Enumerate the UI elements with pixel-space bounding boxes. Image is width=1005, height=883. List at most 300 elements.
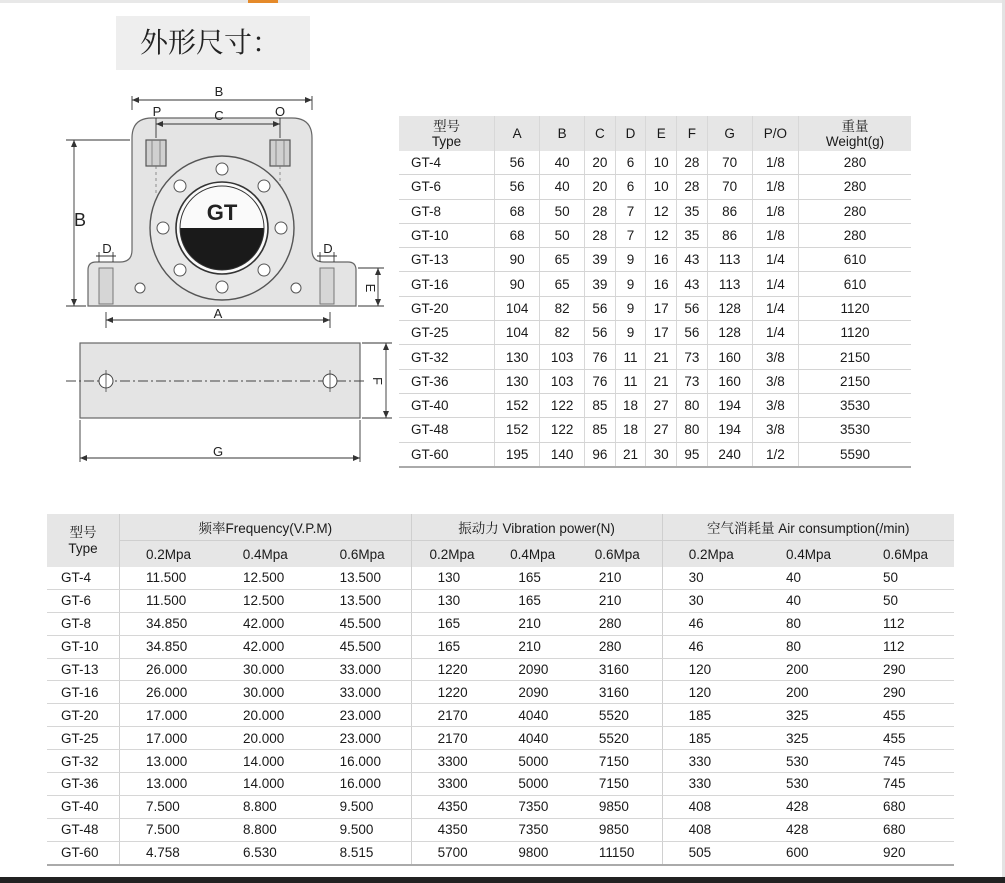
dimension-cell: 1120 [799, 321, 911, 345]
performance-cell: 325 [760, 704, 857, 727]
dimension-cell: GT-10 [399, 223, 495, 247]
label-d-right: D [323, 241, 333, 256]
dimension-cell: 1120 [799, 296, 911, 320]
dimension-cell: 95 [677, 442, 708, 467]
performance-cell: 112 [857, 635, 954, 658]
performance-cell: 7350 [492, 795, 573, 818]
dimension-cell: 20 [585, 151, 616, 175]
dim-header-po: P/O [752, 116, 798, 151]
perf-pressure-header: 0.2Mpa [120, 541, 217, 568]
perf-pressure-header: 0.4Mpa [217, 541, 314, 568]
performance-cell: 46 [662, 612, 760, 635]
dim-header-e: E [646, 116, 677, 151]
perf-pressure-header: 0.4Mpa [760, 541, 857, 568]
dimension-cell: 76 [585, 369, 616, 393]
dimension-cell: 17 [646, 296, 677, 320]
perf-group-frequency: 频率Frequency(V.P.M) [120, 514, 412, 541]
performance-cell: 2090 [492, 681, 573, 704]
performance-cell: 4350 [411, 818, 492, 841]
performance-cell: 9850 [573, 818, 662, 841]
dimension-cell: 85 [585, 393, 616, 417]
dimension-cell: 280 [799, 199, 911, 223]
dimension-cell: 1/2 [752, 442, 798, 467]
dimension-cell: 1/8 [752, 151, 798, 175]
performance-cell: 30 [662, 589, 760, 612]
dim-header-d: D [615, 116, 646, 151]
dimension-cell: GT-13 [399, 248, 495, 272]
dimension-cell: 20 [585, 175, 616, 199]
performance-cell: 120 [662, 681, 760, 704]
performance-cell: 14.000 [217, 750, 314, 773]
performance-table-row [47, 727, 954, 750]
dimension-cell: 113 [707, 272, 752, 296]
performance-cell: 8.800 [217, 818, 314, 841]
dimension-cell: 1/4 [752, 272, 798, 296]
performance-cell: 455 [857, 704, 954, 727]
dimension-cell: 3/8 [752, 393, 798, 417]
performance-cell: 200 [760, 681, 857, 704]
bottom-border [0, 877, 1005, 883]
dimension-cell: 122 [540, 393, 585, 417]
performance-cell: GT-8 [47, 612, 120, 635]
performance-cell: 408 [662, 818, 760, 841]
performance-cell: 80 [760, 612, 857, 635]
dimension-cell: 16 [646, 248, 677, 272]
performance-cell: 23.000 [314, 727, 411, 750]
dimension-cell: 9 [615, 248, 646, 272]
dimension-cell: 56 [585, 321, 616, 345]
performance-cell: 45.500 [314, 612, 411, 635]
performance-cell: 5000 [492, 773, 573, 796]
performance-cell: GT-25 [47, 727, 120, 750]
dimension-table-row [399, 418, 911, 442]
performance-table-row [47, 658, 954, 681]
dimension-cell: 152 [495, 393, 540, 417]
page-title: 外形尺寸： [116, 16, 310, 70]
label-b-top: B [214, 84, 224, 99]
dimension-cell: 43 [677, 248, 708, 272]
dimension-cell: 17 [646, 321, 677, 345]
performance-cell: 30.000 [217, 681, 314, 704]
dimension-cell: 73 [677, 345, 708, 369]
performance-table-row [47, 818, 954, 841]
dimension-cell: 610 [799, 272, 911, 296]
performance-cell: 165 [492, 567, 573, 589]
performance-table-row [47, 681, 954, 704]
dimension-cell: 5590 [799, 442, 911, 467]
performance-cell: 14.000 [217, 773, 314, 796]
label-a: A [213, 306, 223, 321]
dimension-cell: 12 [646, 199, 677, 223]
performance-cell: 5520 [573, 727, 662, 750]
performance-cell: 330 [662, 750, 760, 773]
performance-cell: 280 [573, 635, 662, 658]
performance-cell: 290 [857, 658, 954, 681]
performance-cell: 4040 [492, 727, 573, 750]
dimension-cell: 82 [540, 296, 585, 320]
dimension-cell: 10 [646, 151, 677, 175]
performance-cell: 1220 [411, 658, 492, 681]
performance-cell: GT-13 [47, 658, 120, 681]
performance-cell: 45.500 [314, 635, 411, 658]
performance-cell: 33.000 [314, 681, 411, 704]
dimension-cell: GT-60 [399, 442, 495, 467]
top-accent [248, 0, 278, 3]
dimension-cell: 1/4 [752, 248, 798, 272]
performance-cell: 7150 [573, 750, 662, 773]
dimension-cell: 103 [540, 369, 585, 393]
dimension-cell: 140 [540, 442, 585, 467]
dimension-cell: 40 [540, 151, 585, 175]
performance-cell: 120 [662, 658, 760, 681]
dimension-cell: 86 [707, 223, 752, 247]
performance-table-row [47, 567, 954, 589]
dimension-cell: 104 [495, 296, 540, 320]
performance-cell: GT-32 [47, 750, 120, 773]
performance-cell: GT-36 [47, 773, 120, 796]
performance-cell: 210 [492, 635, 573, 658]
performance-cell: 2170 [411, 704, 492, 727]
port-o [270, 140, 290, 166]
performance-cell: 428 [760, 818, 857, 841]
performance-cell: 505 [662, 841, 760, 864]
performance-cell: GT-20 [47, 704, 120, 727]
performance-cell: 4.758 [120, 841, 217, 864]
performance-cell: 1220 [411, 681, 492, 704]
dimension-cell: 3530 [799, 418, 911, 442]
dimension-cell: 2150 [799, 345, 911, 369]
perf-pressure-header: 0.6Mpa [857, 541, 954, 568]
dimension-cell: 56 [677, 296, 708, 320]
perf-header-type: 型号 Type [47, 514, 120, 567]
performance-cell: 20.000 [217, 704, 314, 727]
dimension-cell: GT-16 [399, 272, 495, 296]
dimension-cell: 1/8 [752, 199, 798, 223]
performance-cell: 455 [857, 727, 954, 750]
performance-cell: 16.000 [314, 750, 411, 773]
performance-cell: 290 [857, 681, 954, 704]
dimension-table-row [399, 296, 911, 320]
performance-cell: 408 [662, 795, 760, 818]
performance-cell: 9.500 [314, 795, 411, 818]
performance-cell: 330 [662, 773, 760, 796]
dimension-cell: 90 [495, 272, 540, 296]
dimension-table-row [399, 393, 911, 417]
performance-cell: 5520 [573, 704, 662, 727]
dimension-cell: 21 [615, 442, 646, 467]
performance-table-row [47, 635, 954, 658]
dimension-table-row [399, 199, 911, 223]
performance-cell: 46 [662, 635, 760, 658]
dimension-cell: GT-4 [399, 151, 495, 175]
label-c: C [214, 108, 224, 123]
dimension-cell: GT-6 [399, 175, 495, 199]
performance-cell: 23.000 [314, 704, 411, 727]
performance-cell: 8.800 [217, 795, 314, 818]
dimension-cell: 16 [646, 272, 677, 296]
perf-pressure-header: 0.6Mpa [314, 541, 411, 568]
performance-cell: 4040 [492, 704, 573, 727]
performance-cell: 3300 [411, 750, 492, 773]
performance-cell: 325 [760, 727, 857, 750]
dimension-cell: 21 [646, 345, 677, 369]
dimension-cell: 86 [707, 199, 752, 223]
dimension-cell: 90 [495, 248, 540, 272]
performance-cell: 9850 [573, 795, 662, 818]
dimension-header-row [399, 116, 911, 151]
dimension-cell: GT-40 [399, 393, 495, 417]
performance-cell: 130 [411, 589, 492, 612]
dimension-cell: GT-48 [399, 418, 495, 442]
dimension-cell: 80 [677, 418, 708, 442]
performance-cell: 33.000 [314, 658, 411, 681]
dimension-cell: 35 [677, 223, 708, 247]
performance-cell: 80 [760, 635, 857, 658]
perf-pressure-header: 0.4Mpa [492, 541, 573, 568]
dimension-cell: 3/8 [752, 369, 798, 393]
dimension-cell: 160 [707, 345, 752, 369]
dimension-cell: GT-32 [399, 345, 495, 369]
performance-cell: 7150 [573, 773, 662, 796]
dimension-cell: GT-25 [399, 321, 495, 345]
label-b-side: B [73, 210, 87, 230]
dimension-table-body [399, 151, 911, 467]
performance-cell: 600 [760, 841, 857, 864]
dimension-cell: 65 [540, 272, 585, 296]
dimension-cell: 10 [646, 175, 677, 199]
performance-cell: GT-16 [47, 681, 120, 704]
dimension-cell: 28 [585, 223, 616, 247]
performance-cell: 13.000 [120, 750, 217, 773]
performance-cell: 745 [857, 750, 954, 773]
performance-cell: GT-60 [47, 841, 120, 864]
performance-cell: 40 [760, 589, 857, 612]
performance-cell: GT-6 [47, 589, 120, 612]
dimension-cell: 43 [677, 272, 708, 296]
dimension-cell: 50 [540, 223, 585, 247]
performance-cell: 3300 [411, 773, 492, 796]
dimension-cell: 27 [646, 418, 677, 442]
performance-table-row [47, 795, 954, 818]
dimension-cell: 152 [495, 418, 540, 442]
performance-cell: 40 [760, 567, 857, 589]
performance-cell: 11150 [573, 841, 662, 864]
dimension-cell: 194 [707, 418, 752, 442]
performance-table-body [47, 567, 954, 865]
performance-table-row [47, 773, 954, 796]
dimension-cell: 56 [585, 296, 616, 320]
performance-cell: 680 [857, 795, 954, 818]
dimension-table-row [399, 151, 911, 175]
dimension-cell: 39 [585, 272, 616, 296]
dimension-cell: 65 [540, 248, 585, 272]
dimension-cell: 280 [799, 175, 911, 199]
performance-cell: GT-4 [47, 567, 120, 589]
performance-cell: 7.500 [120, 818, 217, 841]
performance-cell: 11.500 [120, 567, 217, 589]
performance-group-row [47, 514, 954, 541]
dimension-cell: 18 [615, 418, 646, 442]
perf-pressure-header: 0.2Mpa [411, 541, 492, 568]
performance-cell: 6.530 [217, 841, 314, 864]
performance-cell: 50 [857, 589, 954, 612]
top-border [0, 0, 1005, 3]
dimension-cell: 122 [540, 418, 585, 442]
dimension-cell: 9 [615, 296, 646, 320]
dimension-table-row [399, 248, 911, 272]
dimension-cell: 68 [495, 223, 540, 247]
dimension-cell: 9 [615, 321, 646, 345]
performance-cell: 3160 [573, 681, 662, 704]
dimension-cell: 82 [540, 321, 585, 345]
dimension-cell: GT-8 [399, 199, 495, 223]
dim-header-type: 型号 Type [399, 116, 495, 151]
performance-cell: 680 [857, 818, 954, 841]
performance-cell: 13.500 [314, 567, 411, 589]
dimension-cell: 7 [615, 199, 646, 223]
right-foot-slot [320, 268, 334, 304]
dimension-cell: GT-20 [399, 296, 495, 320]
perf-group-vibration: 振动力 Vibration power(N) [411, 514, 662, 541]
label-f: F [370, 377, 385, 385]
dimension-cell: 12 [646, 223, 677, 247]
performance-cell: GT-40 [47, 795, 120, 818]
performance-cell: 13.000 [120, 773, 217, 796]
performance-cell: 200 [760, 658, 857, 681]
performance-cell: 34.850 [120, 635, 217, 658]
performance-cell: 530 [760, 773, 857, 796]
dimension-cell: 6 [615, 151, 646, 175]
left-foot-slot [99, 268, 113, 304]
perf-group-air: 空气消耗量 Air consumption(/min) [662, 514, 954, 541]
dimension-cell: 3530 [799, 393, 911, 417]
performance-cell: 42.000 [217, 635, 314, 658]
performance-cell: 42.000 [217, 612, 314, 635]
dimension-cell: 195 [495, 442, 540, 467]
performance-cell: 185 [662, 727, 760, 750]
performance-cell: 26.000 [120, 658, 217, 681]
dimension-cell: 128 [707, 296, 752, 320]
dimension-cell: 39 [585, 248, 616, 272]
performance-cell: 20.000 [217, 727, 314, 750]
performance-cell: 165 [492, 589, 573, 612]
performance-cell: 280 [573, 612, 662, 635]
performance-cell: 130 [411, 567, 492, 589]
performance-table-row [47, 750, 954, 773]
performance-cell: 16.000 [314, 773, 411, 796]
logo-text: GT [206, 200, 238, 225]
dimension-cell: 28 [677, 175, 708, 199]
dimension-table-row [399, 321, 911, 345]
dimension-cell: 280 [799, 223, 911, 247]
performance-cell: 12.500 [217, 567, 314, 589]
dimension-cell: 56 [495, 151, 540, 175]
dimension-cell: 240 [707, 442, 752, 467]
dimension-cell: 85 [585, 418, 616, 442]
label-d-left: D [102, 241, 112, 256]
performance-cell: 8.515 [314, 841, 411, 864]
dim-header-weight: 重量 Weight(g) [799, 116, 911, 151]
performance-table-row [47, 841, 954, 864]
dimension-cell: 11 [615, 369, 646, 393]
performance-cell: 17.000 [120, 727, 217, 750]
dimension-cell: 3/8 [752, 345, 798, 369]
performance-cell: 4350 [411, 795, 492, 818]
dimension-table-row [399, 272, 911, 296]
performance-cell: 210 [573, 567, 662, 589]
top-view-body [80, 343, 360, 418]
performance-cell: 165 [411, 612, 492, 635]
port-p [146, 140, 166, 166]
dimension-cell: GT-36 [399, 369, 495, 393]
performance-cell: 5700 [411, 841, 492, 864]
dimension-cell: 50 [540, 199, 585, 223]
dimension-cell: 2150 [799, 369, 911, 393]
dimension-cell: 130 [495, 345, 540, 369]
performance-cell: 34.850 [120, 612, 217, 635]
dim-header-a: A [495, 116, 540, 151]
dimension-cell: 68 [495, 199, 540, 223]
performance-pressure-row [47, 541, 954, 568]
performance-table-row [47, 612, 954, 635]
dimension-cell: 11 [615, 345, 646, 369]
performance-table-row [47, 589, 954, 612]
dimension-cell: 610 [799, 248, 911, 272]
dim-header-c: C [585, 116, 616, 151]
dimension-cell: 280 [799, 151, 911, 175]
vibrator-drawing [0, 80, 395, 470]
label-p: P [152, 104, 162, 119]
dimension-cell: 73 [677, 369, 708, 393]
performance-cell: 30 [662, 567, 760, 589]
dimension-cell: 56 [677, 321, 708, 345]
performance-cell: 26.000 [120, 681, 217, 704]
dimension-cell: 3/8 [752, 418, 798, 442]
dimension-cell: 18 [615, 393, 646, 417]
dimension-table-row [399, 175, 911, 199]
performance-cell: 210 [573, 589, 662, 612]
dimension-cell: 1/4 [752, 296, 798, 320]
dimension-cell: 128 [707, 321, 752, 345]
performance-cell: 112 [857, 612, 954, 635]
performance-cell: 9800 [492, 841, 573, 864]
dimension-table-row [399, 223, 911, 247]
performance-cell: 185 [662, 704, 760, 727]
performance-table [47, 514, 954, 866]
perf-pressure-header: 0.6Mpa [573, 541, 662, 568]
dimension-cell: 9 [615, 272, 646, 296]
label-o: O [274, 104, 286, 119]
dimension-cell: 1/4 [752, 321, 798, 345]
dimension-cell: 40 [540, 175, 585, 199]
dimension-table-row [399, 345, 911, 369]
dimension-cell: 96 [585, 442, 616, 467]
performance-cell: GT-48 [47, 818, 120, 841]
dimension-cell: 28 [677, 151, 708, 175]
performance-cell: 9.500 [314, 818, 411, 841]
dim-header-g: G [707, 116, 752, 151]
performance-cell: 3160 [573, 658, 662, 681]
dimension-cell: 1/8 [752, 175, 798, 199]
dimension-cell: 35 [677, 199, 708, 223]
dim-header-b: B [540, 116, 585, 151]
dimension-cell: 28 [585, 199, 616, 223]
performance-cell: 2090 [492, 658, 573, 681]
performance-cell: 920 [857, 841, 954, 864]
dimension-cell: 56 [495, 175, 540, 199]
dimension-cell: 70 [707, 151, 752, 175]
dimension-cell: 130 [495, 369, 540, 393]
